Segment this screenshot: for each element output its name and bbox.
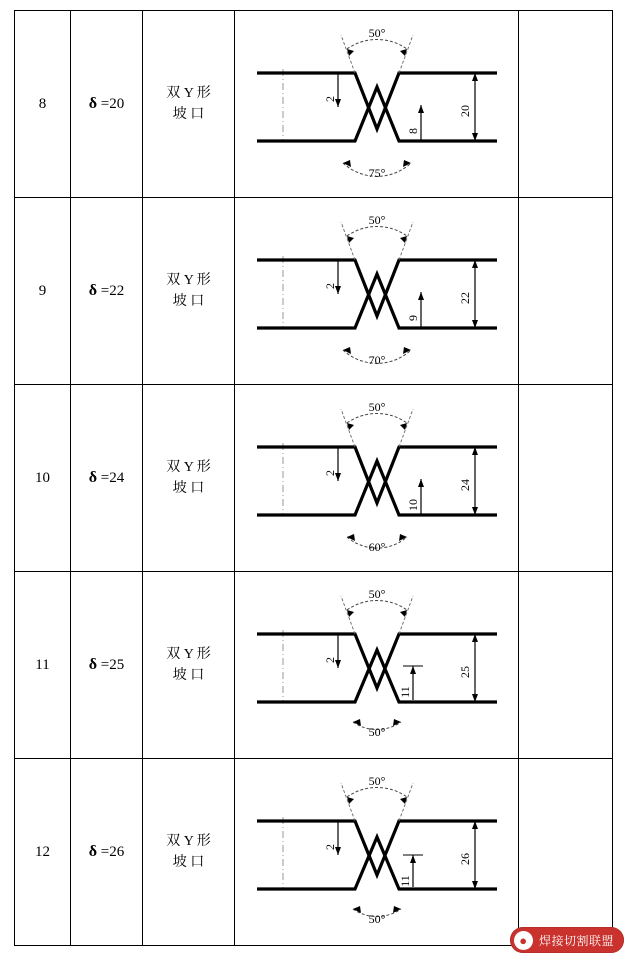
groove-type-line-2: 坡 口 [172, 481, 205, 496]
groove-type-line-2: 坡 口 [172, 107, 205, 122]
groove-spec-table [14, 10, 613, 946]
table-row [15, 572, 613, 759]
watermark-label: 焊接切割联盟 [538, 933, 614, 948]
cell-no [15, 385, 71, 572]
groove-type-line-1: 双 Y 形 [166, 273, 211, 288]
top-depth-label: 2 [323, 844, 337, 850]
angle-top-label: 50° [368, 587, 386, 601]
cell-no [15, 572, 71, 759]
row-number: 8 [38, 96, 47, 112]
cell-no [15, 759, 71, 946]
cell-no [15, 198, 71, 385]
document-page [0, 10, 640, 967]
cell-blank [519, 759, 613, 946]
cell-groove-type [143, 198, 235, 385]
cell-blank [519, 11, 613, 198]
groove-diagram [235, 198, 519, 384]
cell-thickness [71, 198, 143, 385]
groove-type-line-1: 双 Y 形 [166, 460, 211, 475]
thickness-value: δ =22 [88, 282, 125, 299]
watermark-icon: ● [514, 931, 533, 950]
watermark-badge [510, 927, 624, 953]
top-depth-label: 2 [323, 96, 337, 102]
table-row [15, 759, 613, 946]
thickness-value: δ =20 [88, 95, 125, 112]
cell-thickness [71, 385, 143, 572]
row-number: 9 [38, 283, 47, 299]
cell-blank [519, 385, 613, 572]
cell-blank [519, 198, 613, 385]
angle-top-label: 50° [368, 400, 386, 414]
top-depth-label: 2 [323, 657, 337, 663]
angle-top-label: 50° [368, 26, 386, 40]
angle-bottom-label: 75° [368, 166, 386, 180]
cell-thickness [71, 572, 143, 759]
top-depth-label: 2 [323, 470, 337, 476]
cell-figure [235, 572, 519, 759]
angle-top-label: 50° [368, 213, 386, 227]
cell-thickness [71, 759, 143, 946]
cell-groove-type [143, 759, 235, 946]
bottom-depth-label: 10 [406, 499, 420, 511]
angle-bottom-label: 50° [368, 725, 386, 739]
thickness-label: 25 [458, 666, 472, 678]
bottom-depth-label: 11 [398, 875, 412, 887]
angle-bottom-label: 70° [368, 353, 386, 367]
thickness-value: δ =25 [88, 656, 125, 673]
thickness-label: 22 [458, 292, 472, 304]
cell-blank [519, 572, 613, 759]
cell-figure [235, 759, 519, 946]
groove-diagram [235, 572, 519, 758]
angle-bottom-label: 60° [368, 540, 386, 554]
angle-bottom-label: 50° [368, 912, 386, 926]
thickness-label: 20 [458, 105, 472, 117]
cell-thickness [71, 11, 143, 198]
cell-figure [235, 198, 519, 385]
row-number: 11 [35, 657, 50, 673]
thickness-value: δ =26 [88, 843, 125, 860]
bottom-depth-label: 8 [406, 128, 420, 134]
groove-diagram [235, 759, 519, 945]
top-depth-label: 2 [323, 283, 337, 289]
angle-top-label: 50° [368, 774, 386, 788]
cell-groove-type [143, 572, 235, 759]
cell-figure [235, 385, 519, 572]
groove-type-line-2: 坡 口 [172, 855, 205, 870]
thickness-label: 24 [458, 479, 472, 491]
groove-type-line-2: 坡 口 [172, 668, 205, 683]
groove-type-line-1: 双 Y 形 [166, 86, 211, 101]
table-row [15, 385, 613, 572]
thickness-label: 26 [458, 853, 472, 865]
table-row [15, 11, 613, 198]
groove-diagram [235, 11, 519, 197]
groove-type-line-2: 坡 口 [172, 294, 205, 309]
table-row [15, 198, 613, 385]
cell-figure [235, 11, 519, 198]
cell-no [15, 11, 71, 198]
cell-groove-type [143, 11, 235, 198]
bottom-depth-label: 11 [398, 686, 412, 698]
groove-diagram [235, 385, 519, 571]
row-number: 12 [35, 844, 50, 860]
row-number: 10 [35, 470, 50, 486]
groove-type-line-1: 双 Y 形 [166, 834, 211, 849]
thickness-value: δ =24 [88, 469, 125, 486]
bottom-depth-label: 9 [406, 315, 420, 321]
cell-groove-type [143, 385, 235, 572]
groove-type-line-1: 双 Y 形 [166, 647, 211, 662]
